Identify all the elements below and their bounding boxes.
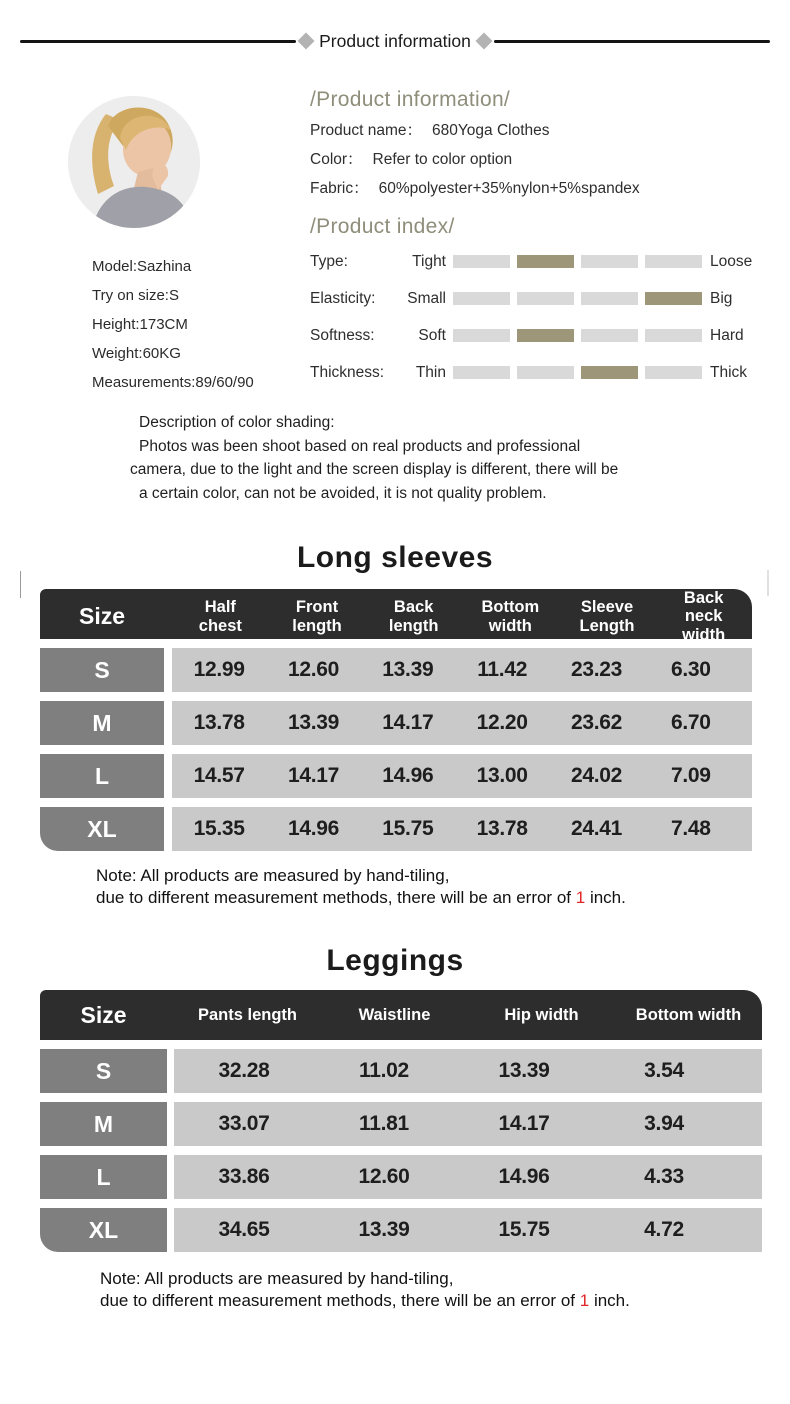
diamond-icon-right [475,33,492,50]
shading-line: camera, due to the light and the screen display is different, there will be [130,461,619,478]
leggings-header-row [40,990,762,1040]
product-information-page [0,30,790,1311]
index-max-label: Hard [710,326,744,344]
index-bar [453,366,703,379]
fabric-value: 60%polyester+35%nylon+5%spandex [378,180,640,197]
cell: 33.07 [218,1112,270,1135]
model-height: Height:173CM [92,316,188,333]
cell: 13.39 [382,658,434,681]
size-cell: L [40,1155,167,1199]
cell: 12.99 [193,658,245,681]
cell: 11.42 [477,658,528,681]
index-min-label: Thin [415,363,446,381]
index-min-label: Tight [412,252,446,270]
cell: 13.39 [498,1059,550,1082]
divider-line-left [20,40,296,43]
page-header [20,30,770,52]
cell: 23.23 [570,658,623,681]
cell: 13.00 [476,764,528,787]
header-waistline: Waistline [358,1005,431,1024]
header-sleeve-length: Sleeve Length [579,598,635,635]
note-line2-suffix: inch. [593,1290,630,1310]
long-sleeves-title: Long sleeves [296,541,494,574]
leggings-table [40,990,762,1252]
index-label: Thickness: [310,363,385,381]
header-front-length: Front length [292,598,342,635]
shading-title: Description of color shading: [139,414,335,431]
note-line1: Note: All products are measured by hand-tiling, [100,1269,454,1288]
cell: 7.48 [670,817,711,840]
size-cell: XL [40,807,164,851]
cell: 7.09 [670,764,711,787]
cell: 14.96 [498,1165,550,1188]
cell: 14.17 [287,764,340,787]
size-cell: M [40,1102,167,1146]
size-cell: S [40,1049,167,1093]
cell: 13.78 [193,711,245,734]
note-line2-text: due to different measurement methods, there will be an error of [96,887,571,907]
header-half-chest: Half chest [198,598,242,635]
divider-line-right [494,40,770,43]
index-bar [453,292,703,305]
cell: 24.41 [570,817,623,840]
header-size: Size [80,1001,127,1028]
cell: 12.60 [358,1165,410,1188]
note-error-value: 1 [579,1290,590,1310]
cell: 12.20 [476,711,528,734]
note-line2-suffix: inch. [589,887,626,907]
header-bottom-width: Bottom width [481,598,540,635]
color-value: Refer to color option [372,151,513,168]
row-values [174,1049,762,1093]
index-min-label: Small [407,289,446,307]
cell: 12.60 [287,658,340,681]
cell: 13.39 [287,711,340,734]
right-edge-tick [767,570,769,596]
long-sleeves-table [40,589,752,851]
table-row-m [40,1102,762,1146]
index-bar [453,255,703,268]
index-max-label: Big [710,289,733,307]
measurement-note-1 [96,865,790,908]
shading-line: Photos was been shoot based on real products and professional [139,437,581,455]
size-cell: S [40,648,164,692]
cell: 15.75 [382,817,434,840]
long-sleeves-header-row [40,589,752,644]
note-error-value: 1 [575,887,586,907]
left-edge-tick [20,571,21,598]
note-line2 [96,887,790,909]
header-back-neck-width: Back neck width [682,589,726,644]
index-row-elasticity [310,280,790,317]
row-values [172,648,752,692]
model-weight: Weight:60KG [92,345,181,362]
color-shading-note [130,411,790,505]
table-row-s [40,648,752,692]
index-row-thickness [310,354,790,391]
cell: 3.94 [644,1112,684,1135]
index-bar [453,329,703,342]
cell: 14.96 [287,817,340,840]
leggings-title: Leggings [326,944,464,977]
cell: 6.30 [670,658,711,681]
cell: 34.65 [218,1218,270,1241]
size-cell: XL [40,1208,167,1252]
header-bottom-width: Bottom width [635,1005,742,1024]
table-row-s [40,1049,762,1093]
cell: 11.02 [359,1059,409,1082]
row-values [174,1155,762,1199]
note-line2 [100,1290,790,1312]
row-values [172,701,752,745]
cell: 3.54 [644,1059,684,1082]
model-name: Model:Sazhina [92,258,192,275]
index-max-label: Loose [710,252,753,270]
page-title: Product information [319,30,471,51]
header-pants-length: Pants length [197,1005,297,1024]
model-measurements: Measurements:89/60/90 [92,374,254,391]
row-values [174,1102,762,1146]
model-portrait-illustration [68,96,200,228]
header-back-length: Back length [388,598,439,635]
color-row [310,145,790,174]
row-values [172,807,752,851]
product-info-heading: /Product information/ [310,88,511,111]
cell: 33.86 [218,1165,270,1188]
cell: 15.35 [193,817,245,840]
cell: 4.33 [644,1165,684,1188]
size-cell: L [40,754,164,798]
shading-line: a certain color, can not be avoided, it is not quality problem. [139,484,547,502]
product-name-label: Product name： [310,122,422,139]
product-name-value: 680Yoga Clothes [432,122,550,139]
row-values [174,1208,762,1252]
index-label: Elasticity: [310,289,376,307]
table-row-l [40,754,752,798]
cell: 4.72 [644,1218,684,1241]
table-row-m [40,701,752,745]
fabric-label: Fabric： [310,180,369,197]
index-label: Type: [310,252,348,270]
product-name-row [310,116,790,145]
cell: 14.17 [382,711,434,734]
cell: 11.81 [359,1112,409,1135]
index-label: Softness: [310,326,375,344]
header-size: Size [78,603,126,630]
index-row-softness [310,317,790,354]
index-max-label: Thick [710,363,748,381]
top-section [0,88,790,397]
table-row-xl [40,807,752,851]
model-info [92,252,272,397]
model-photo [68,96,200,228]
cell: 14.17 [498,1112,550,1135]
header-hip-width: Hip width [504,1005,579,1024]
note-line2-text: due to different measurement methods, there will be an error of [100,1290,575,1310]
diamond-icon-left [298,33,315,50]
cell: 13.39 [358,1218,410,1241]
note-line1: Note: All products are measured by hand-tiling, [96,866,450,885]
measurement-note-2 [100,1268,790,1311]
model-try-on-size: Try on size:S [92,287,179,304]
fabric-row [310,174,790,203]
details-column [272,88,790,397]
cell: 14.96 [382,764,434,787]
index-row-type [310,243,790,280]
cell: 15.75 [498,1218,550,1241]
cell: 6.70 [670,711,711,734]
row-values [172,754,752,798]
product-index-heading: /Product index/ [310,215,455,238]
table-row-l [40,1155,762,1199]
cell: 13.78 [476,817,528,840]
cell: 23.62 [570,711,623,734]
model-column [0,88,272,397]
table-row-xl [40,1208,762,1252]
cell: 32.28 [218,1059,270,1082]
index-min-label: Soft [418,326,446,344]
color-label: Color： [310,151,363,168]
size-cell: M [40,701,164,745]
cell: 14.57 [193,764,245,787]
cell: 24.02 [570,764,623,787]
